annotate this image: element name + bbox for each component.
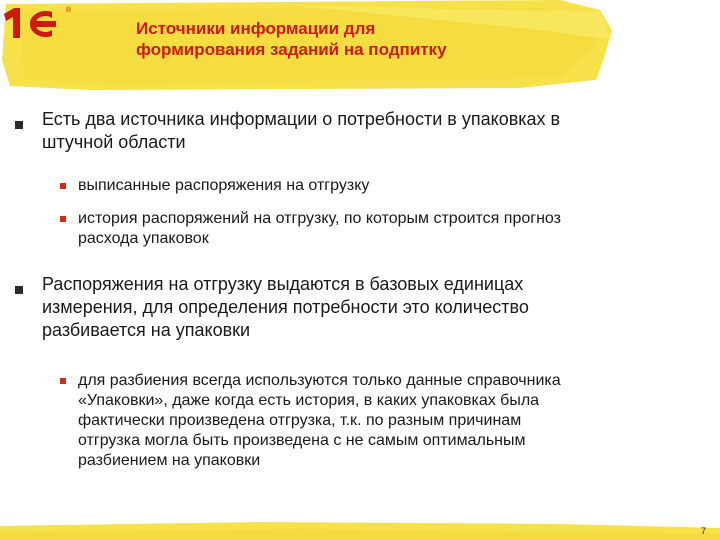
title-line-1: Источники информации для	[136, 19, 376, 38]
bullet-marker	[15, 121, 23, 129]
footer-stripe	[0, 520, 720, 540]
title-line-2: формирования заданий на подпитку	[136, 40, 447, 59]
slide-title	[136, 18, 656, 60]
sub-bullet-marker	[60, 183, 66, 189]
bullet-1-text: Есть два источника информации о потребности в упаковках в штучной области	[42, 109, 561, 152]
bullet-2-text: Распоряжения на отгрузку выдаются в базовых единицах измерения, для определения потребности это количество разбивается на упаковки	[42, 274, 529, 340]
page-number: 7	[700, 526, 706, 536]
bullet-marker	[15, 286, 23, 294]
1c-logo	[0, 0, 78, 44]
bullet-1-sub-1: выписанные распоряжения на отгрузку	[78, 177, 370, 194]
sub-bullet-marker	[60, 378, 66, 384]
svg-text:®: ®	[66, 7, 72, 14]
header-banner	[0, 0, 720, 92]
bullet-1-sub-2: история распоряжений на отгрузку, по которым строится прогноз расхода упаковок	[78, 210, 561, 247]
bullet-2-sub-1: для разбиения всегда используются только данные справочника «Упаковки», даже когда есть история, в каких упаковках была фактически произведена отгрузка, т.к. по разным причинам отгрузка могла быть произведена с не самым оптимальным разбиением на упаковки	[78, 372, 561, 469]
sub-bullet-marker	[60, 216, 66, 222]
